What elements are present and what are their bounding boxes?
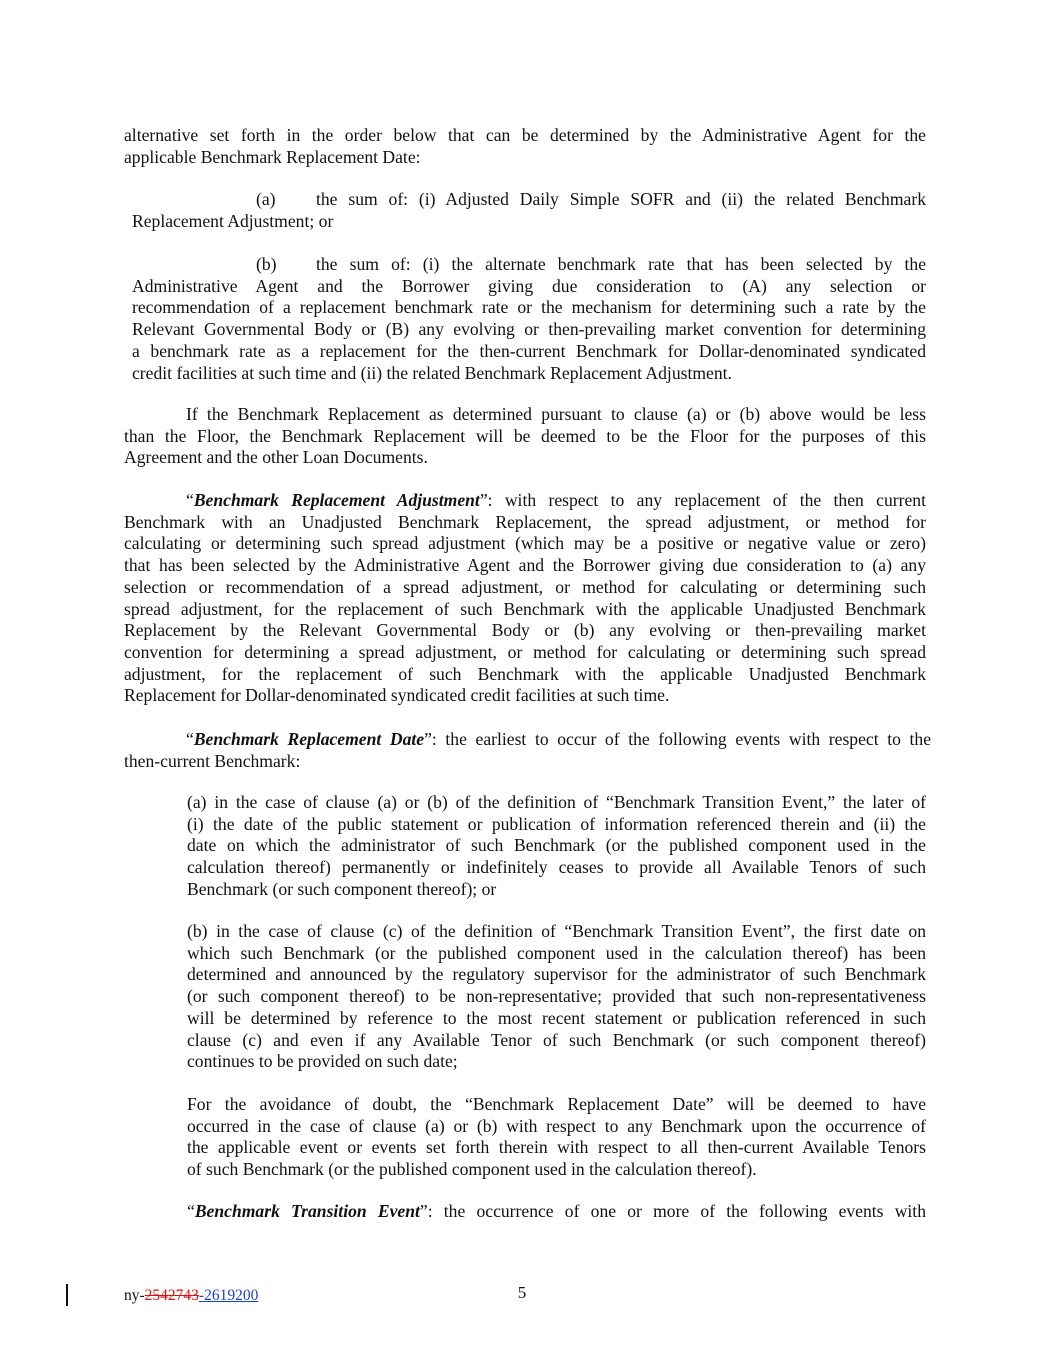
defined-term: Benchmark Replacement Date (193, 729, 425, 749)
text-line: For the avoidance of doubt, the “Benchmark Replacement Date” will be deemed to have (187, 1094, 926, 1114)
text-line: occurred in the case of clause (a) or (b) with respect to any Benchmark upon the occurrence of (187, 1115, 926, 1136)
clause-b (132, 254, 926, 384)
text-line: clause (c) and even if any Available Tenor of such Benchmark (or such component thereof) (187, 1029, 926, 1050)
text-line: adjustment, for the replacement of such Benchmark with the applicable Unadjusted Benchmark (124, 663, 926, 684)
open-quote: “ (187, 1201, 195, 1221)
text-line: determined and announced by the regulatory supervisor for the administrator of such Benchmark (187, 964, 926, 985)
clause-label: (a) (256, 189, 276, 209)
text-line: ”: the earliest to occur of the following events with respect to the (424, 729, 932, 749)
text-line: convention for determining a spread adjustment, or method for calculating or determining such spread (124, 641, 926, 662)
open-quote: “ (186, 490, 194, 510)
definition-benchmark-transition-event (187, 1201, 926, 1223)
text-line: applicable Benchmark Replacement Date: (124, 146, 421, 167)
text-line: alternative set forth in the order below that can be determined by the Administrative Agent for the (124, 125, 926, 145)
text-line: of such Benchmark (or the published component used in the calculation thereof). (187, 1159, 757, 1180)
text-line: Agreement and the other Loan Documents. (124, 447, 428, 468)
text-line: Benchmark (or such component thereof); or (187, 878, 497, 899)
page-number: 5 (517, 1283, 527, 1302)
text-line: (i) the date of the public statement or publication of information referenced therein and (ii) the (187, 813, 926, 834)
defined-term: Benchmark Transition Event (194, 1201, 420, 1221)
text-line: than the Floor, the Benchmark Replacement will be deemed to be the Floor for the purposes of this (124, 425, 926, 446)
text-line: Benchmark with an Unadjusted Benchmark Replacement, the spread adjustment, or method for (124, 511, 926, 532)
text-line: selection or recommendation of a spread adjustment, or method for calculating or determining such (124, 576, 926, 597)
deleted-id: 2542743 (144, 1287, 199, 1304)
text-line: Replacement Adjustment; or (132, 210, 334, 231)
text-line: will be determined by reference to the most recent statement or publication referenced in such (187, 1007, 926, 1028)
text-line: that has been selected by the Administrative Agent and the Borrower giving due consideration to (a) any (124, 555, 926, 576)
text-line: then-current Benchmark: (124, 750, 301, 771)
text-line: (a) in the case of clause (a) or (b) of the definition of “Benchmark Transition Event,” the later of (187, 792, 926, 812)
text-line: calculation thereof) permanently or indefinitely ceases to provide all Available Tenors of such (187, 857, 926, 878)
text-line: the sum of: (i) Adjusted Daily Simple SOFR and (ii) the related Benchmark (316, 189, 926, 209)
change-bar (66, 1284, 68, 1306)
text-line: spread adjustment, for the replacement of such Benchmark with the applicable Unadjusted Benchmark (124, 598, 926, 619)
date-clause-b (187, 921, 926, 1073)
text-line: (or such component thereof) to be non-representative; provided that such non-representativeness (187, 986, 926, 1007)
intro-paragraph (124, 125, 926, 168)
text-line: a benchmark rate as a replacement for the then-current Benchmark for Dollar-denominated syndicated (132, 340, 926, 361)
text-line: Replacement by the Relevant Governmental Body or (b) any evolving or then-prevailing market (124, 620, 926, 641)
document-id (124, 1287, 258, 1305)
text-line: ”: the occurrence of one or more of the following events with (419, 1201, 926, 1221)
open-quote: “ (186, 729, 194, 749)
inserted-id: -2619200 (198, 1287, 259, 1304)
text-line: date on which the administrator of such Benchmark (or the published component used in the (187, 835, 926, 856)
text-line: Replacement for Dollar-denominated syndicated credit facilities at such time. (124, 685, 670, 706)
definition-benchmark-replacement-adjustment (124, 490, 926, 707)
clause-label: (b) (256, 254, 277, 274)
text-line: recommendation of a replacement benchmark rate or the mechanism for determining such a rate by the (132, 297, 926, 318)
avoidance-of-doubt-paragraph (187, 1094, 926, 1181)
text-line: (b) in the case of clause (c) of the definition of “Benchmark Transition Event”, the first date on (187, 921, 926, 941)
text-line: Relevant Governmental Body or (B) any evolving or then-prevailing market convention for determining (132, 319, 926, 340)
text-line: Administrative Agent and the Borrower giving due consideration to (A) any selection or (132, 275, 926, 296)
defined-term: Benchmark Replacement Adjustment (193, 490, 480, 510)
text-line: the sum of: (i) the alternate benchmark rate that has been selected by the (316, 254, 926, 274)
text-line: which such Benchmark (or the published component used in the calculation thereof) has been (187, 942, 926, 963)
doc-prefix: ny- (124, 1287, 145, 1304)
text-line: calculating or determining such spread adjustment (which may be a positive or negative value or zero) (124, 533, 926, 554)
clause-a (132, 189, 926, 232)
text-line: continues to be provided on such date; (187, 1051, 458, 1072)
text-line: ”: with respect to any replacement of the then current (479, 490, 926, 510)
definition-benchmark-replacement-date (124, 729, 931, 772)
text-line: If the Benchmark Replacement as determined pursuant to clause (a) or (b) above would be less (186, 404, 926, 424)
text-line: credit facilities at such time and (ii) the related Benchmark Replacement Adjustment. (132, 362, 732, 383)
text-line: the applicable event or events set forth therein with respect to all then-current Available Tenors (187, 1137, 926, 1158)
date-clause-a (187, 792, 926, 901)
floor-paragraph (124, 404, 926, 469)
